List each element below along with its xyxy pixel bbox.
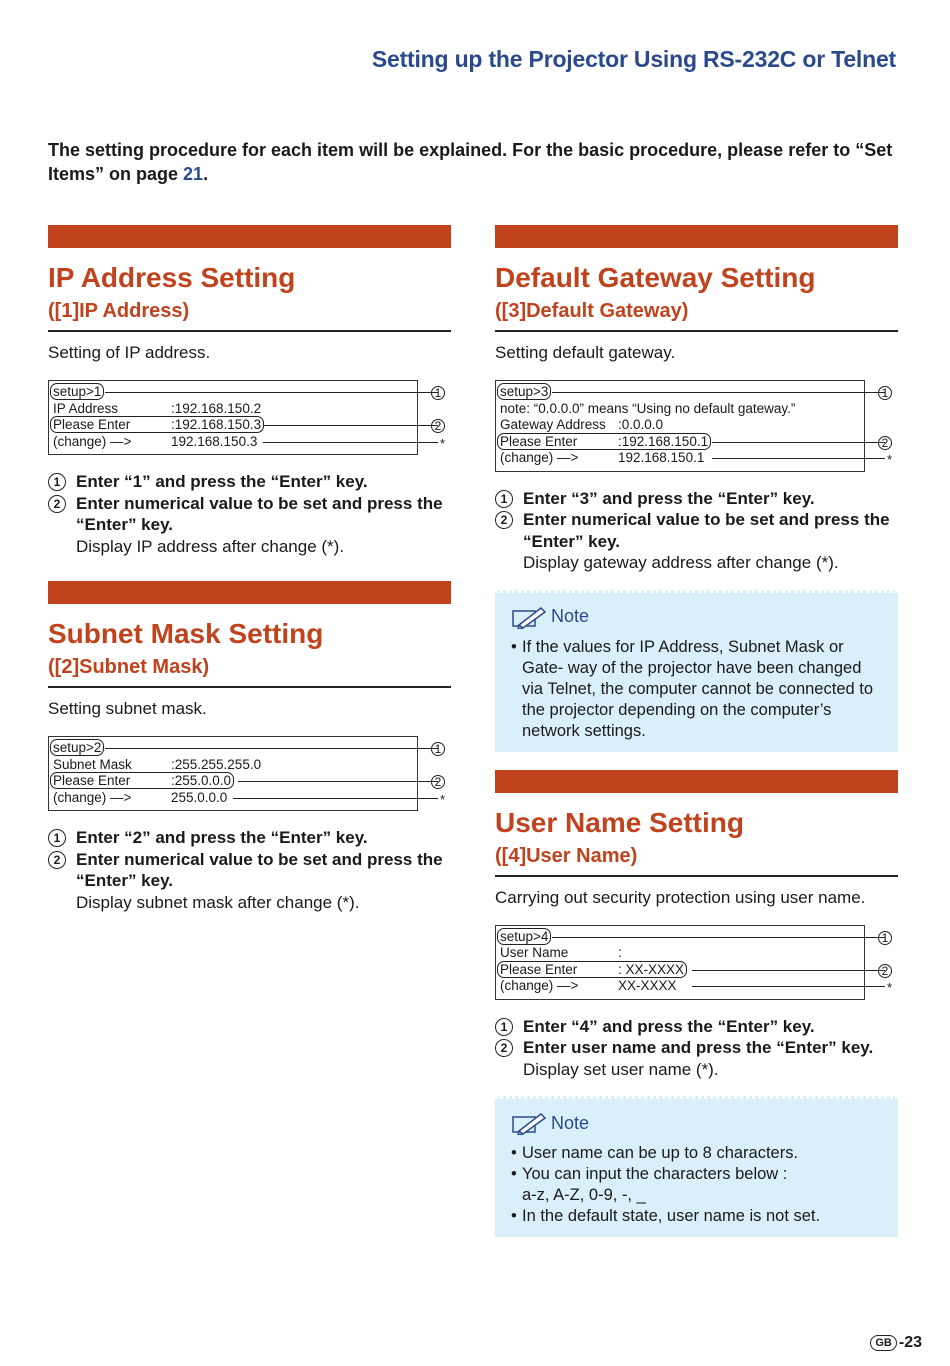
section-description: Carrying out security protection using user name.: [495, 887, 866, 907]
step-1: 1 Enter “4” and press the “Enter” key.: [495, 1016, 898, 1038]
pencil-note-icon: [511, 605, 547, 629]
asterisk-marker: *: [439, 791, 445, 807]
terminal-row: Please Enter : XX-XXXX 2: [500, 962, 860, 979]
note-item: • If the values for IP Address, Subnet Mask or Gate- way of the projector have been changed via Telnet, the computer cannot be connected to the projector depending on the computer’s network settings.: [511, 637, 886, 742]
note-item: • You can input the characters below :: [511, 1164, 886, 1185]
subnet-mask-section: [48, 581, 451, 913]
intro-end: .: [203, 164, 209, 184]
terminal-row: (change) —> XX-XXXX *: [500, 978, 892, 995]
page-reference-link[interactable]: 21: [183, 164, 204, 184]
asterisk-marker: *: [439, 435, 445, 451]
steps-list: [495, 1016, 898, 1081]
section-bar: [495, 225, 898, 248]
terminal-row: Please Enter :192.168.150.1 2: [500, 434, 860, 451]
terminal-row: Gateway Address :0.0.0.0: [500, 417, 664, 432]
callout-1: 1: [431, 386, 445, 400]
terminal-row: setup>3 1: [500, 384, 860, 401]
callout-2: 2: [878, 436, 892, 450]
section-subtitle: ([1]IP Address): [48, 298, 451, 332]
terminal-row: setup>1 1: [53, 384, 413, 401]
intro-paragraph: [48, 138, 900, 186]
user-name-section: [495, 770, 898, 1238]
pencil-note-icon: [511, 1111, 547, 1135]
step-1: 1 Enter “3” and press the “Enter” key.: [495, 488, 898, 510]
note-box: [495, 590, 898, 752]
step-2: 2 Enter user name and press the “Enter” key. Display set user name (*).: [495, 1037, 898, 1080]
callout-1: 1: [878, 386, 892, 400]
terminal-row: note: “0.0.0.0” means “Using no default gateway.”: [500, 400, 796, 416]
note-label: Note: [551, 1112, 590, 1133]
section-title: User Name Setting: [495, 806, 744, 838]
note-item: • In the default state, user name is not set.: [511, 1206, 886, 1227]
terminal-row: Please Enter :255.0.0.0 2: [53, 773, 413, 790]
section-subtitle: ([2]Subnet Mask): [48, 654, 451, 688]
section-title: Subnet Mask Setting: [48, 618, 324, 649]
terminal-display: [48, 380, 451, 455]
section-description: Setting of IP address.: [48, 343, 211, 362]
step-1: 1 Enter “2” and press the “Enter” key.: [48, 827, 451, 849]
section-subtitle: ([3]Default Gateway): [495, 298, 898, 332]
step-1: 1 Enter “1” and press the “Enter” key.: [48, 471, 451, 493]
asterisk-marker: *: [886, 452, 892, 467]
callout-1: 1: [431, 742, 445, 756]
section-bar: [48, 225, 451, 248]
steps-list: [495, 488, 898, 574]
terminal-row: Subnet Mask :255.255.255.0: [53, 756, 262, 772]
note-label: Note: [551, 606, 590, 626]
callout-2: 2: [878, 964, 892, 978]
page-header-title: Setting up the Projector Using RS-232C or Telnet: [371, 46, 896, 72]
callout-2: 2: [431, 775, 445, 789]
default-gateway-section: [495, 225, 898, 752]
intro-text: The setting procedure for each item will be explained. For the basic procedure, please refer to “Set Items” on page: [48, 140, 893, 184]
section-bar: [48, 581, 451, 604]
steps-list: [48, 827, 451, 913]
left-column: [48, 225, 451, 913]
terminal-display: [495, 380, 898, 472]
section-title: Default Gateway Setting: [495, 262, 816, 293]
right-column: [495, 225, 898, 1237]
section-bar: [495, 770, 898, 793]
section-description: Setting default gateway.: [495, 343, 676, 362]
asterisk-marker: *: [886, 980, 892, 995]
terminal-display: [48, 736, 451, 811]
terminal-row: IP Address :192.168.150.2: [53, 400, 262, 416]
terminal-row: User Name :: [500, 945, 622, 960]
step-2: 2 Enter numerical value to be set and press the “Enter” key. Display IP address after change (*).: [48, 493, 451, 558]
note-box: [495, 1096, 898, 1237]
terminal-row: setup>2 1: [53, 740, 413, 757]
terminal-row: (change) —> 192.168.150.1 *: [500, 450, 892, 467]
note-item-continued: a-z, A-Z, 0-9, -, _: [522, 1186, 646, 1204]
ip-address-section: [48, 225, 451, 557]
page-number: [870, 1334, 922, 1352]
page-number-text: -23: [898, 1334, 922, 1351]
section-subtitle: ([4]User Name): [495, 843, 898, 877]
callout-1: 1: [878, 931, 892, 945]
note-item: • User name can be up to 8 characters.: [511, 1143, 886, 1164]
terminal-display: [495, 925, 898, 1000]
region-badge: GB: [870, 1335, 897, 1351]
terminal-row: Please Enter :192.168.150.3 2: [53, 417, 413, 434]
terminal-row: (change) —> 255.0.0.0 *: [53, 789, 445, 807]
step-2: 2 Enter numerical value to be set and press the “Enter” key. Display subnet mask after change (*).: [48, 849, 451, 914]
terminal-row: (change) —> 192.168.150.3 *: [53, 433, 445, 451]
callout-2: 2: [431, 419, 445, 433]
step-2: 2 Enter numerical value to be set and press the “Enter” key. Display gateway address after change (*).: [495, 509, 898, 574]
steps-list: [48, 471, 451, 557]
section-description: Setting subnet mask.: [48, 699, 207, 718]
section-title: IP Address Setting: [48, 262, 296, 293]
terminal-row: setup>4 1: [500, 929, 860, 946]
